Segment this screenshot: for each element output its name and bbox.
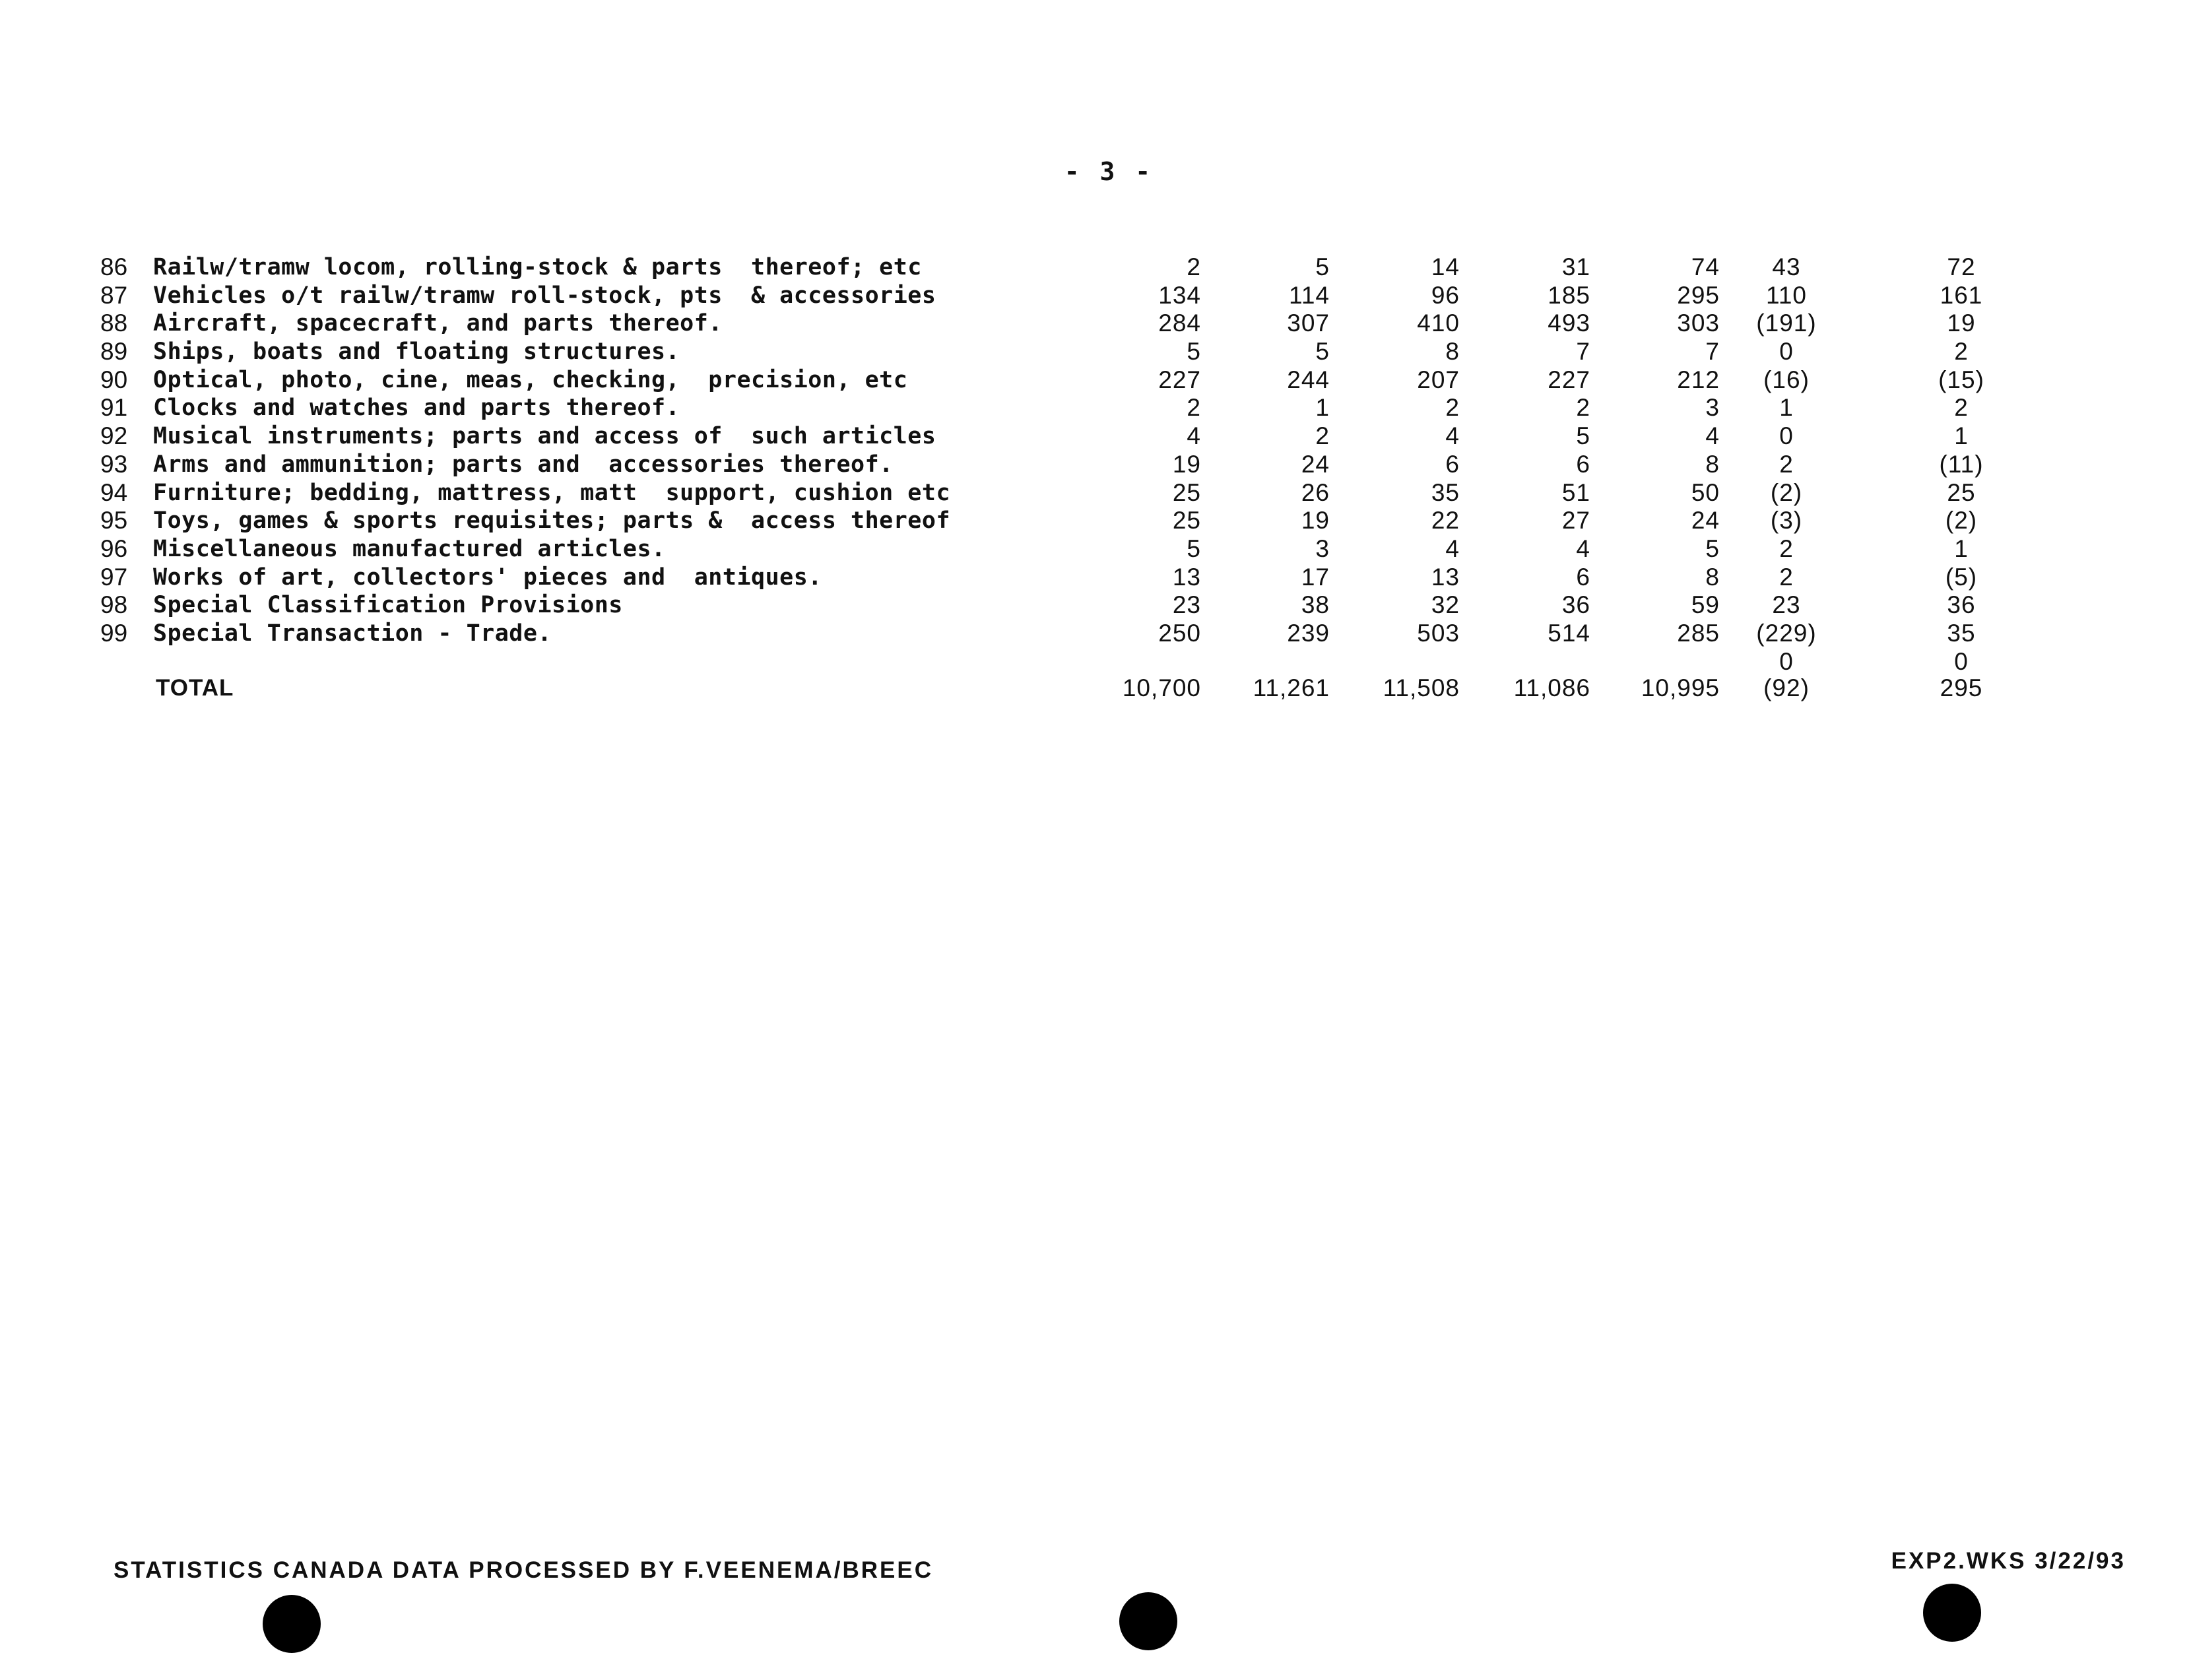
total-row	[100, 674, 2014, 703]
table-row	[100, 422, 2014, 451]
row-code: 94	[100, 478, 128, 506]
row-value: 493	[1548, 309, 1590, 337]
row-value: 25	[1172, 507, 1201, 534]
row-value: 59	[1691, 591, 1720, 619]
row-value: 2	[1779, 534, 1794, 562]
total-value: 10,700	[1122, 674, 1201, 701]
row-value: 24	[1301, 450, 1330, 478]
row-description: Optical, photo, cine, meas, checking, precision, etc	[153, 366, 908, 393]
row-value: 4	[1445, 422, 1460, 450]
row-value: 25	[1947, 478, 1976, 506]
row-value: 7	[1576, 338, 1590, 366]
row-value: 161	[1940, 281, 1983, 309]
row-value: 307	[1287, 309, 1330, 337]
row-value: 503	[1417, 619, 1460, 647]
row-description: Miscellaneous manufactured articles.	[153, 535, 666, 562]
row-value: 250	[1158, 619, 1201, 647]
row-value: 5	[1576, 422, 1590, 450]
row-value: 23	[1772, 591, 1801, 619]
table-row	[100, 451, 2014, 479]
row-value: 0	[1779, 647, 1794, 675]
row-description: Vehicles o/t railw/tramw roll-stock, pts & accessories	[153, 282, 936, 309]
footer-source: STATISTICS CANADA DATA PROCESSED BY F.VEENEMA/BREEC	[114, 1557, 933, 1583]
row-value: 5	[1187, 534, 1201, 562]
row-code: 97	[100, 563, 128, 591]
row-value: (2)	[1945, 507, 1978, 534]
row-value: 2	[1779, 563, 1794, 591]
row-description: Toys, games & sports requisites; parts & access thereof	[153, 507, 951, 534]
row-value: 3	[1315, 534, 1330, 562]
row-value: (11)	[1939, 450, 1984, 478]
page-number: - 3 -	[1064, 157, 1154, 186]
row-value: 74	[1691, 253, 1720, 280]
row-value: 114	[1289, 281, 1330, 309]
row-value: 295	[1677, 281, 1720, 309]
row-value: 212	[1677, 366, 1720, 393]
row-code: 90	[100, 366, 128, 393]
row-value: 19	[1172, 450, 1201, 478]
row-code: 95	[100, 507, 128, 534]
row-value: 0	[1954, 647, 1969, 675]
row-value: 4	[1187, 422, 1201, 450]
total-value: (92)	[1763, 674, 1810, 701]
row-value: 2	[1187, 394, 1201, 422]
punch-hole	[263, 1595, 321, 1653]
row-value: 284	[1158, 309, 1201, 337]
row-code: 88	[100, 309, 128, 337]
total-value: 295	[1940, 674, 1983, 701]
row-value: 110	[1766, 281, 1807, 309]
row-value: 1	[1779, 394, 1794, 422]
row-value: 1	[1315, 394, 1330, 422]
row-value: 0	[1779, 422, 1794, 450]
row-value: 410	[1417, 309, 1460, 337]
row-value: 35	[1431, 478, 1460, 506]
row-code: 87	[100, 281, 128, 309]
footer-file-date: EXP2.WKS 3/22/93	[1891, 1548, 2126, 1574]
row-code: 89	[100, 338, 128, 366]
row-value: 4	[1445, 534, 1460, 562]
row-value: 8	[1705, 450, 1720, 478]
row-value: 1	[1954, 422, 1969, 450]
row-value: 1	[1954, 534, 1969, 562]
row-code: 93	[100, 450, 128, 478]
row-value: 19	[1947, 309, 1976, 337]
row-code: 92	[100, 422, 128, 450]
table-row	[100, 535, 2014, 564]
row-value: 22	[1431, 507, 1460, 534]
row-code: 99	[100, 619, 128, 647]
row-value: 6	[1576, 450, 1590, 478]
row-value: 36	[1561, 591, 1590, 619]
row-code: 86	[100, 253, 128, 280]
row-value: 51	[1561, 478, 1590, 506]
row-value: 239	[1287, 619, 1330, 647]
row-value: 19	[1301, 507, 1330, 534]
row-value: 2	[1445, 394, 1460, 422]
row-value: 227	[1158, 366, 1201, 393]
row-description: Railw/tramw locom, rolling-stock & parts thereof; etc	[153, 254, 922, 280]
row-value: 35	[1947, 619, 1976, 647]
row-value: 2	[1187, 253, 1201, 280]
table-row	[100, 620, 2014, 648]
total-value: 11,261	[1253, 674, 1330, 701]
row-value: (16)	[1763, 366, 1810, 393]
row-value: (2)	[1770, 478, 1803, 506]
row-value: 8	[1705, 563, 1720, 591]
row-value: 43	[1772, 253, 1801, 280]
row-value: 185	[1548, 281, 1590, 309]
table-row	[100, 309, 2014, 338]
row-description: Arms and ammunition; parts and accessories thereof.	[153, 451, 894, 478]
row-value: (15)	[1938, 366, 1984, 393]
row-value: (5)	[1945, 563, 1978, 591]
row-value: 26	[1301, 478, 1330, 506]
total-value: 11,508	[1383, 674, 1460, 701]
punch-hole	[1119, 1592, 1177, 1650]
row-value: 5	[1705, 534, 1720, 562]
row-description: Works of art, collectors' pieces and antiques.	[153, 564, 822, 591]
total-label: TOTAL	[156, 674, 234, 701]
row-value: 13	[1431, 563, 1460, 591]
row-value: 207	[1417, 366, 1460, 393]
row-value: 7	[1705, 338, 1720, 366]
table-row	[100, 282, 2014, 310]
table-row	[100, 394, 2014, 422]
total-value: 10,995	[1641, 674, 1720, 701]
row-code: 96	[100, 534, 128, 562]
row-value: 2	[1779, 450, 1794, 478]
row-value: 6	[1445, 450, 1460, 478]
table-row	[100, 507, 2014, 535]
row-value: 72	[1947, 253, 1976, 280]
punch-hole	[1923, 1584, 1981, 1642]
row-value: 134	[1158, 281, 1201, 309]
row-value: 23	[1172, 591, 1201, 619]
row-value: 25	[1172, 478, 1201, 506]
row-value: 285	[1677, 619, 1720, 647]
row-value: 17	[1301, 563, 1330, 591]
table-row	[100, 564, 2014, 592]
row-code: 91	[100, 394, 128, 422]
row-description: Ships, boats and floating structures.	[153, 339, 680, 366]
row-description: Special Classification Provisions	[153, 592, 623, 619]
commodity-table	[100, 253, 2014, 702]
table-row	[100, 366, 2014, 395]
row-value: 50	[1691, 478, 1720, 506]
row-value: 96	[1431, 281, 1460, 309]
row-value: 13	[1172, 563, 1201, 591]
row-value: 27	[1561, 507, 1590, 534]
row-value: 2	[1954, 338, 1969, 366]
row-code: 98	[100, 591, 128, 619]
row-value: 0	[1779, 338, 1794, 366]
row-value: (229)	[1756, 619, 1817, 647]
table-row	[100, 479, 2014, 507]
table-row-extra	[100, 648, 2014, 674]
row-value: 31	[1561, 253, 1590, 280]
total-value: 11,086	[1513, 674, 1590, 701]
row-value: 3	[1705, 394, 1720, 422]
row-value: 4	[1705, 422, 1720, 450]
row-description: Musical instruments; parts and access of such articles	[153, 423, 936, 450]
row-value: 303	[1677, 309, 1720, 337]
row-value: 244	[1287, 366, 1330, 393]
row-value: 5	[1187, 338, 1201, 366]
row-value: 227	[1548, 366, 1590, 393]
table-row	[100, 591, 2014, 620]
row-value: 2	[1576, 394, 1590, 422]
row-value: 8	[1445, 338, 1460, 366]
row-description: Aircraft, spacecraft, and parts thereof.	[153, 310, 723, 337]
row-value: 2	[1954, 394, 1969, 422]
row-description: Furniture; bedding, mattress, matt support, cushion etc	[153, 479, 951, 506]
row-description: Clocks and watches and parts thereof.	[153, 395, 680, 422]
row-value: 38	[1301, 591, 1330, 619]
row-value: 5	[1315, 338, 1330, 366]
row-description: Special Transaction - Trade.	[153, 620, 552, 647]
row-value: 14	[1431, 253, 1460, 280]
table-row	[100, 253, 2014, 282]
table-row	[100, 338, 2014, 366]
row-value: 36	[1947, 591, 1976, 619]
row-value: 32	[1431, 591, 1460, 619]
row-value: (3)	[1770, 507, 1803, 534]
row-value: 514	[1548, 619, 1590, 647]
row-value: 5	[1315, 253, 1330, 280]
row-value: (191)	[1756, 309, 1817, 337]
row-value: 2	[1315, 422, 1330, 450]
row-value: 6	[1576, 563, 1590, 591]
row-value: 24	[1691, 507, 1720, 534]
row-value: 4	[1576, 534, 1590, 562]
